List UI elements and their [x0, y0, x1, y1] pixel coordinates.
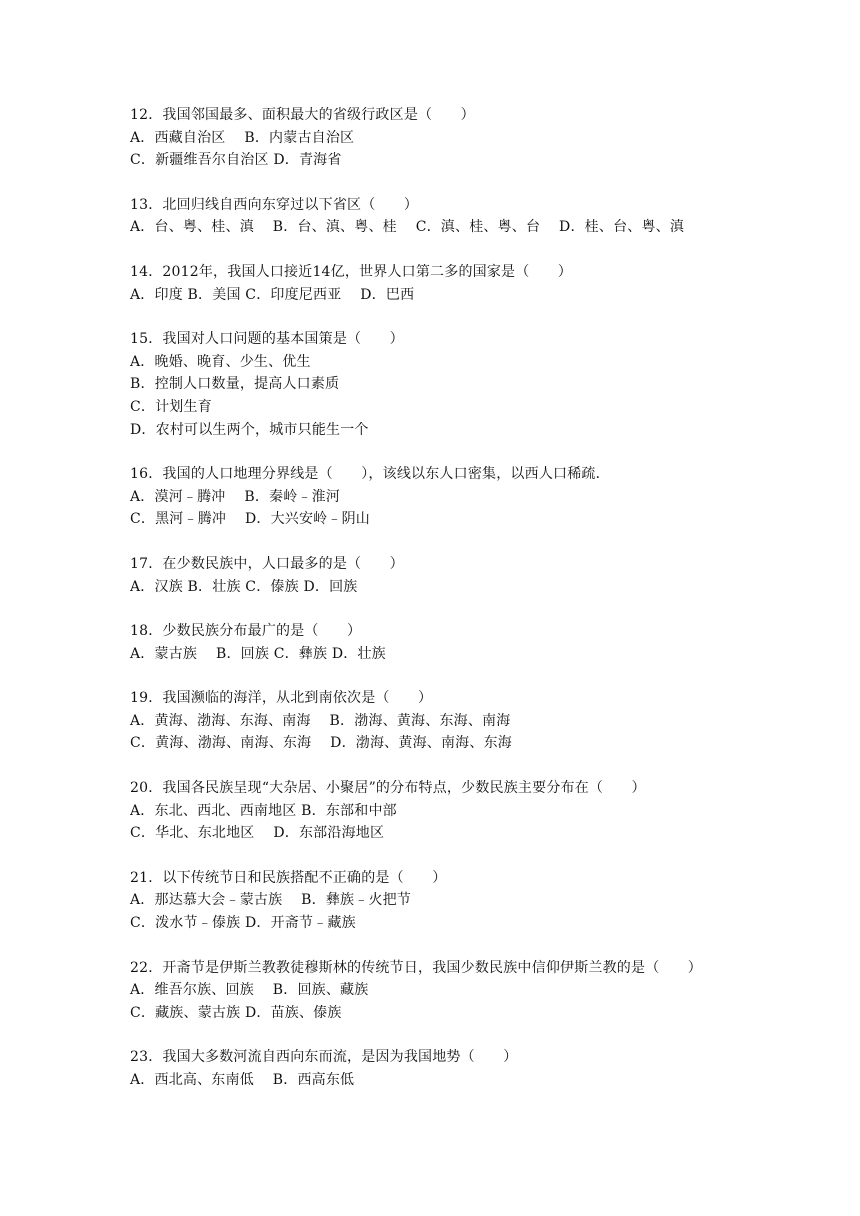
question-option-line: D．农村可以生两个，城市只能生一个 [130, 421, 369, 438]
question-option-line: C．华北、东北地区 D．东部沿海地区 [130, 825, 385, 842]
question-option-line: B．控制人口数量，提高人口素质 [130, 376, 340, 393]
question-option-line: A．晚婚、晚育、少生、优生 [130, 353, 311, 370]
question-option-line: C．泼水节﹣傣族 D．开斋节﹣藏族 [130, 915, 356, 932]
question-option-line: A．台、粤、桂、滇 B．台、滇、粤、桂 C．滇、桂、粤、台 D．桂、台、粤、滇 [130, 219, 685, 236]
question-stem: 17．在少数民族中，人口最多的是（ ） [130, 555, 404, 572]
question-16 [130, 463, 790, 531]
question-option-line: A．汉族 B．壮族 C．傣族 D．回族 [130, 578, 358, 595]
question-option-line: C．黄海、渤海、南海、东海 D．渤海、黄海、南海、东海 [130, 735, 512, 752]
question-stem: 13．北回归线自西向东穿过以下省区（ ） [130, 196, 419, 213]
question-list [130, 104, 790, 1114]
question-option-line: A．黄海、渤海、东海、南海 B．渤海、黄海、东海、南海 [130, 712, 511, 729]
question-21 [130, 867, 790, 935]
question-option-line: A．漠河﹣腾冲 B．秦岭﹣淮河 [130, 488, 341, 505]
question-18 [130, 620, 790, 665]
question-stem: 20．我国各民族呈现“大杂居、小聚居”的分布特点，少数民族主要分布在（ ） [130, 780, 646, 797]
question-13 [130, 194, 790, 239]
question-stem: 14．2012年，我国人口接近14亿，世界人口第二多的国家是（ ） [130, 263, 573, 280]
question-stem: 22．开斋节是伊斯兰教教徒穆斯林的传统节日，我国少数民族中信仰伊斯兰教的是（ ） [130, 959, 703, 976]
question-22 [130, 957, 790, 1025]
question-option-line: A．西藏自治区 B．内蒙古自治区 [130, 129, 355, 146]
question-option-line: A．那达慕大会﹣蒙古族 B．彝族﹣火把节 [130, 892, 412, 909]
question-option-line: C．计划生育 [130, 398, 212, 415]
question-option-line: A．东北、西北、西南地区 B．东部和中部 [130, 802, 397, 819]
question-option-line: A．印度 B．美国 C．印度尼西亚 D．巴西 [130, 286, 415, 303]
question-option-line: A．西北高、东南低 B．西高东低 [130, 1072, 355, 1088]
question-19 [130, 687, 790, 755]
question-14 [130, 261, 790, 306]
question-option-line: A．蒙古族 B．回族 C．彝族 D．壮族 [130, 645, 386, 662]
question-17 [130, 553, 790, 598]
question-stem: 19．我国濒临的海洋，从北到南依次是（ ） [130, 690, 433, 707]
question-stem: 18．少数民族分布最广的是（ ） [130, 623, 362, 640]
question-option-line: C．藏族、蒙古族 D．苗族、傣族 [130, 1004, 342, 1021]
question-stem: 21．以下传统节日和民族搭配不正确的是（ ） [130, 869, 447, 886]
question-option-line: A．维吾尔族、回族 B．回族、藏族 [130, 982, 369, 999]
question-20 [130, 777, 790, 845]
question-stem: 12．我国邻国最多、面积最大的省级行政区是（ ） [130, 107, 475, 123]
question-stem: 16．我国的人口地理分界线是（ ），该线以东人口密集，以西人口稀疏． [130, 466, 610, 483]
question-stem: 15．我国对人口问题的基本国策是（ ） [130, 331, 404, 348]
question-stem: 23．我国大多数河流自西向东而流，是因为我国地势（ ） [130, 1049, 518, 1066]
question-15 [130, 328, 790, 441]
question-23 [130, 1046, 790, 1091]
question-12 [130, 104, 790, 172]
question-option-line: C．新疆维吾尔自治区 D．青海省 [130, 152, 342, 169]
question-option-line: C．黑河﹣腾冲 D．大兴安岭﹣阴山 [130, 511, 370, 528]
